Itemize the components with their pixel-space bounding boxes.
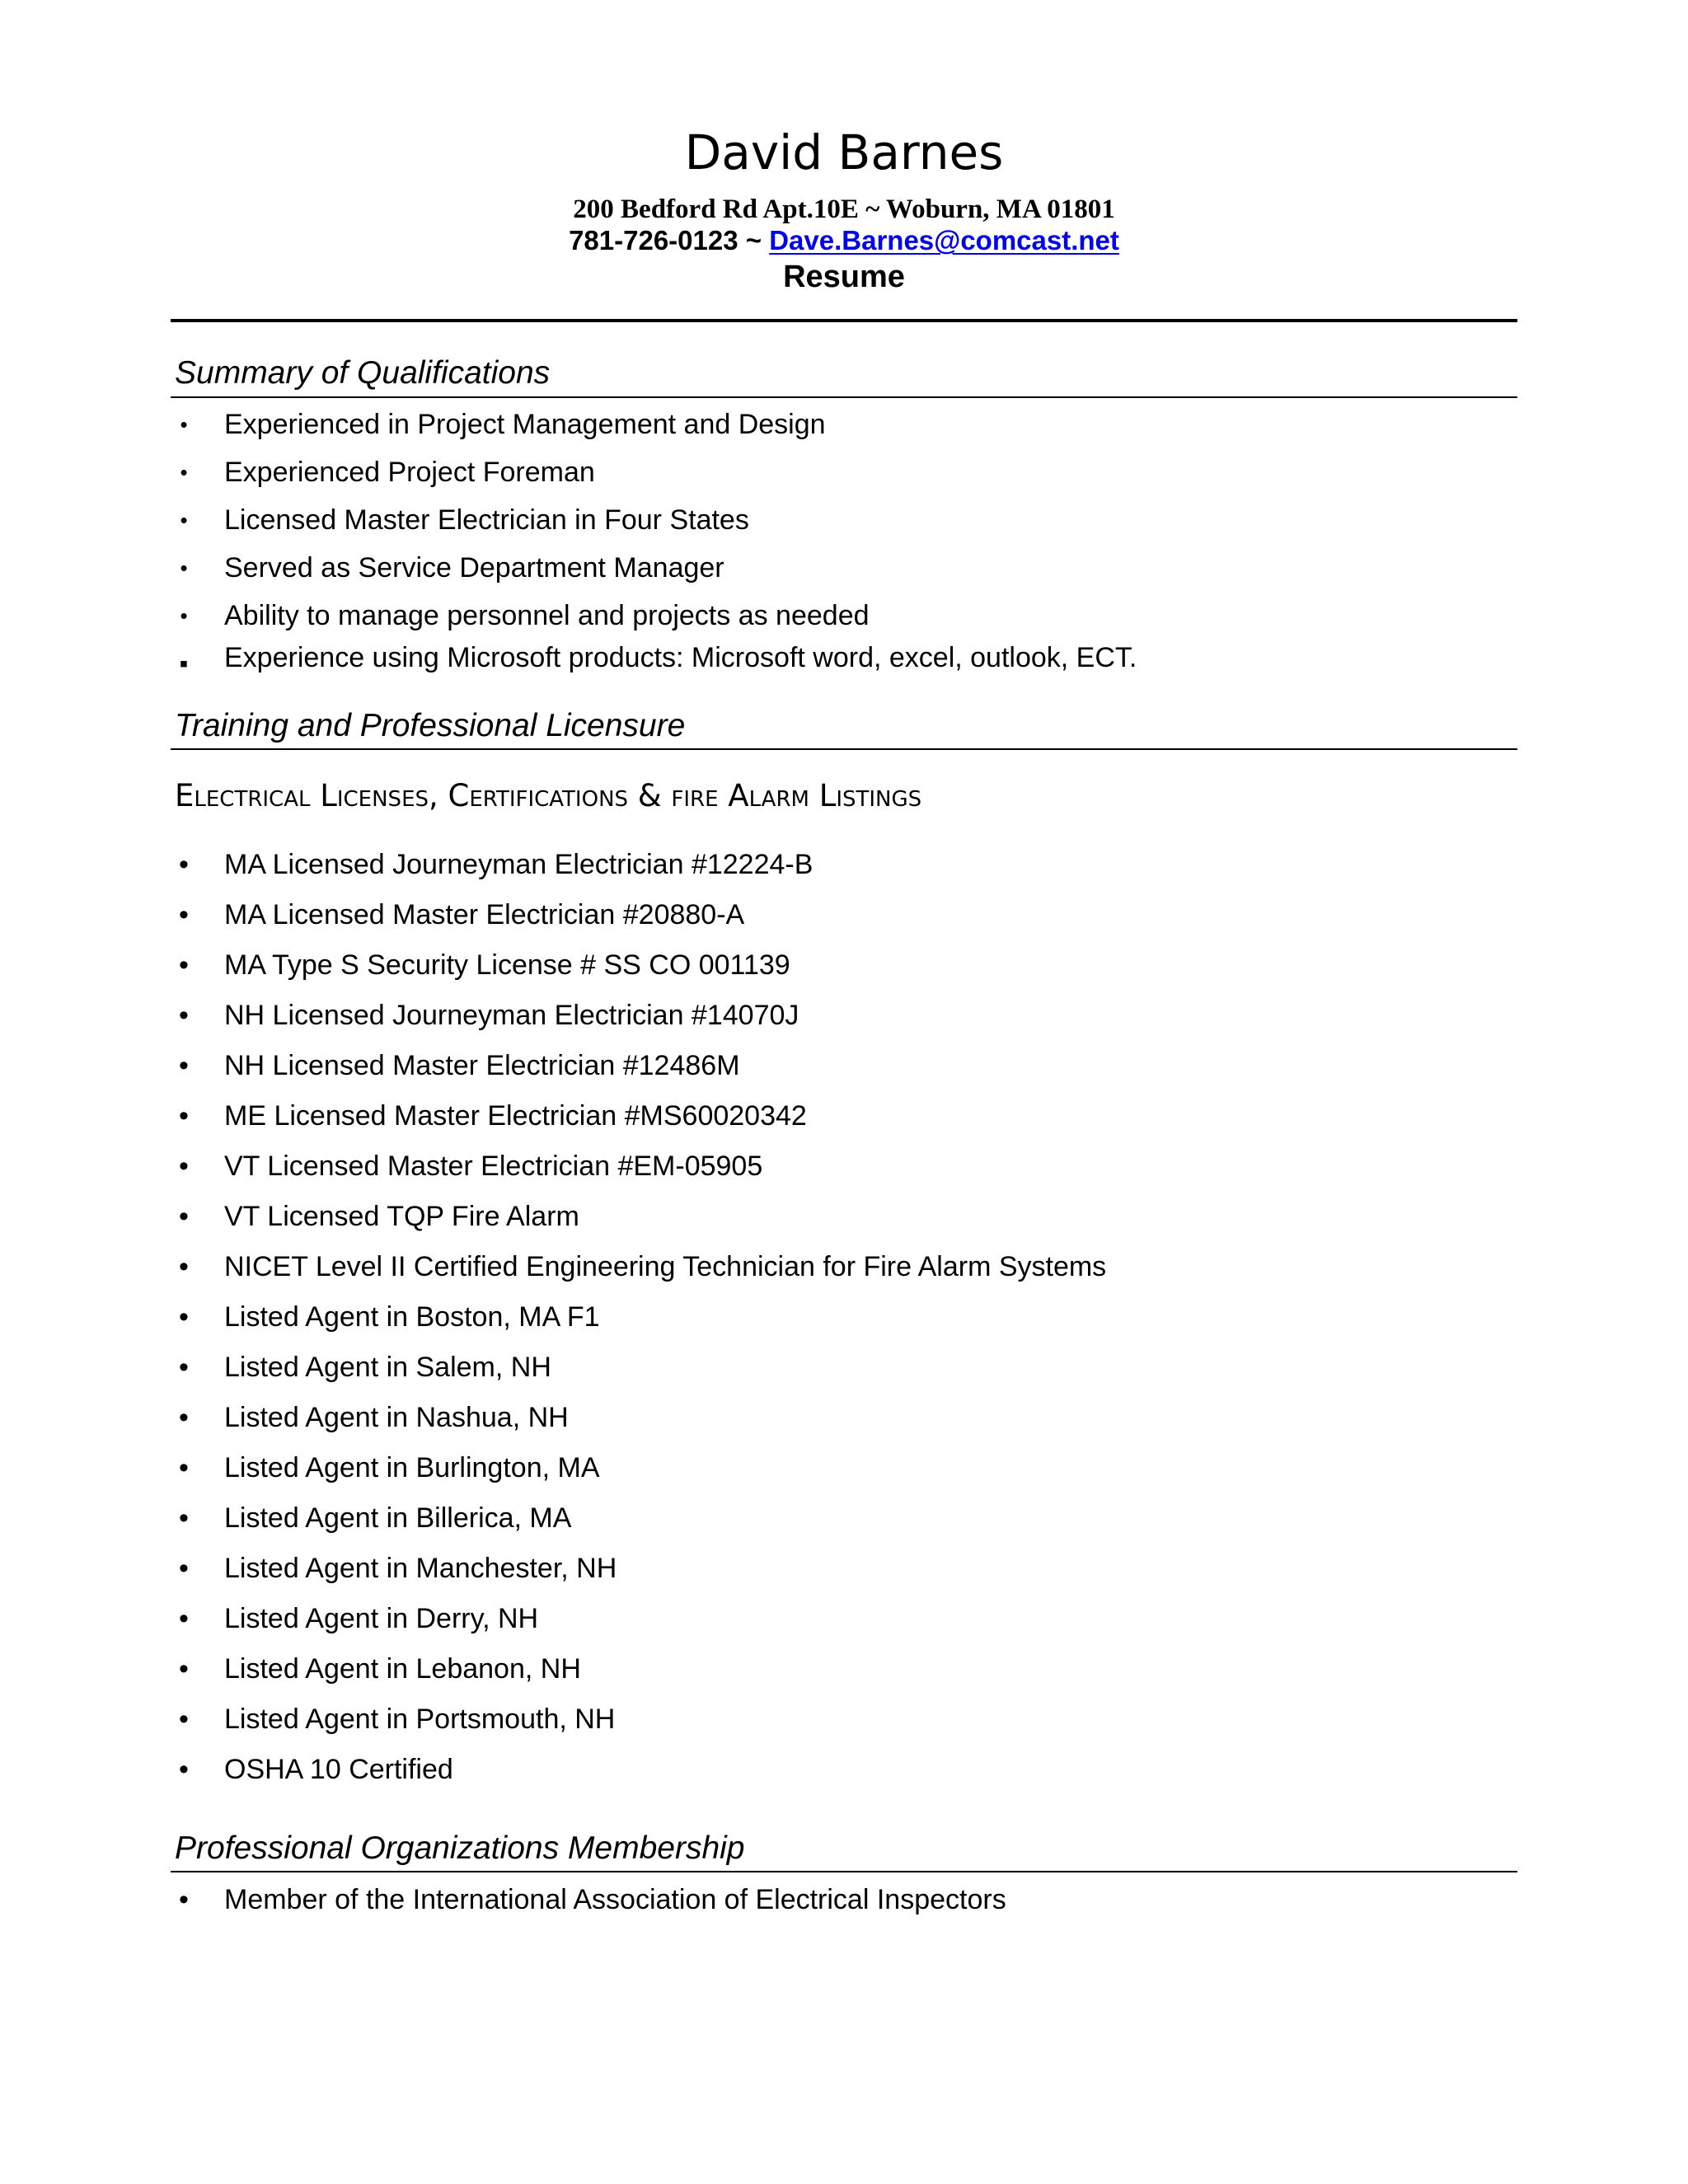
license-item	[0, 1500, 1401, 1536]
bullet-icon: •	[179, 1201, 189, 1232]
license-item	[0, 1047, 1401, 1084]
bullet-icon: •	[179, 899, 189, 930]
bullet-icon: •	[179, 1754, 189, 1785]
summary-item-text: Licensed Master Electrician in Four States	[224, 504, 749, 536]
summary-item	[0, 454, 1401, 490]
training-divider	[171, 748, 1517, 750]
bullet-icon: •	[179, 1553, 189, 1584]
bullet-icon: •	[179, 1000, 189, 1031]
summary-item-text: Experienced Project Foreman	[224, 457, 595, 488]
contact-line	[0, 224, 1688, 257]
bullet-icon: •	[179, 1502, 189, 1534]
license-item-text: VT Licensed Master Electrician #EM-05905	[224, 1151, 763, 1182]
license-item-text: Listed Agent in Boston, MA F1	[224, 1301, 600, 1333]
document-title: Resume	[783, 260, 905, 294]
license-item	[0, 1751, 1401, 1788]
summary-item	[0, 502, 1401, 538]
candidate-address: 200 Bedford Rd Apt.10E ~ Woburn, MA 01801	[573, 194, 1115, 224]
training-heading: Training and Professional Licensure	[175, 708, 686, 743]
organizations-divider	[171, 1871, 1517, 1872]
bullet-icon: •	[179, 1100, 189, 1132]
license-item	[0, 1148, 1401, 1184]
summary-item-text: Experience using Microsoft products: Microsoft word, excel, outlook, ECT.	[224, 642, 1137, 673]
license-item	[0, 1098, 1401, 1134]
bullet-icon: •	[179, 1352, 189, 1383]
bullet-icon: •	[180, 460, 188, 485]
bullet-icon: •	[179, 1151, 189, 1182]
summary-item-text: Ability to manage personnel and projects as needed	[224, 600, 870, 631]
license-item	[0, 997, 1401, 1033]
license-item-text: NH Licensed Journeyman Electrician #14070J	[224, 1000, 799, 1031]
square-bullet-icon: ▪	[179, 650, 189, 677]
bullet-icon: •	[179, 1603, 189, 1634]
license-item	[0, 1601, 1401, 1637]
bullet-icon: •	[179, 1402, 189, 1433]
license-item	[0, 1249, 1401, 1285]
bullet-icon: •	[179, 1884, 189, 1915]
bullet-icon: •	[179, 1050, 189, 1081]
license-item-text: Listed Agent in Salem, NH	[224, 1352, 551, 1383]
license-item-text: NICET Level II Certified Engineering Technician for Fire Alarm Systems	[224, 1251, 1107, 1282]
license-item	[0, 1701, 1401, 1737]
license-item	[0, 1550, 1401, 1586]
license-item	[0, 897, 1401, 933]
license-item-text: VT Licensed TQP Fire Alarm	[224, 1201, 579, 1232]
bullet-icon: •	[180, 412, 188, 437]
license-item	[0, 1450, 1401, 1486]
bullet-icon: •	[180, 555, 188, 580]
candidate-name: David Barnes	[684, 124, 1004, 180]
bullet-icon: •	[180, 508, 188, 532]
license-item-text: MA Type S Security License # SS CO 001139	[224, 949, 790, 981]
summary-divider	[171, 396, 1517, 398]
organization-item-text: Member of the International Association of Electrical Inspectors	[224, 1884, 1006, 1915]
bullet-icon: •	[179, 1653, 189, 1685]
bullet-icon: •	[179, 849, 189, 880]
license-item-text: Listed Agent in Nashua, NH	[224, 1402, 569, 1433]
license-item-text: Listed Agent in Billerica, MA	[224, 1502, 572, 1534]
license-item	[0, 1399, 1401, 1436]
license-item-text: Listed Agent in Manchester, NH	[224, 1553, 617, 1584]
bullet-icon: •	[180, 603, 188, 628]
license-item-text: MA Licensed Master Electrician #20880-A	[224, 899, 745, 930]
licenses-subheading: Electrical Licenses, Certifications & fire Alarm Listings	[175, 778, 922, 813]
header-divider	[171, 319, 1517, 322]
summary-item	[0, 640, 1401, 676]
summary-heading: Summary of Qualifications	[175, 355, 551, 391]
summary-item-text: Experienced in Project Management and Design	[224, 409, 826, 440]
license-item-text: Listed Agent in Lebanon, NH	[224, 1653, 581, 1685]
license-item-text: NH Licensed Master Electrician #12486M	[224, 1050, 740, 1081]
bullet-icon: •	[179, 1452, 189, 1483]
license-item	[0, 1299, 1401, 1335]
license-item-text: ME Licensed Master Electrician #MS60020342	[224, 1100, 807, 1132]
license-item-text: Listed Agent in Portsmouth, NH	[224, 1704, 616, 1735]
license-item	[0, 1651, 1401, 1687]
candidate-phone: 781-726-0123 ~	[569, 225, 770, 255]
bullet-icon: •	[179, 1301, 189, 1333]
summary-item-text: Served as Service Department Manager	[224, 552, 724, 583]
license-item-text: OSHA 10 Certified	[224, 1754, 453, 1785]
bullet-icon: •	[179, 1251, 189, 1282]
license-item-text: Listed Agent in Burlington, MA	[224, 1452, 600, 1483]
license-item-text: Listed Agent in Derry, NH	[224, 1603, 539, 1634]
license-item	[0, 947, 1401, 983]
organizations-heading: Professional Organizations Membership	[175, 1830, 745, 1866]
summary-item	[0, 598, 1401, 634]
summary-item	[0, 406, 1401, 443]
bullet-icon: •	[179, 1704, 189, 1735]
email-link[interactable]: Dave.Barnes@comcast.net	[769, 225, 1119, 255]
license-item	[0, 846, 1401, 883]
summary-item	[0, 550, 1401, 586]
organization-item	[0, 1882, 1401, 1918]
bullet-icon: •	[179, 949, 189, 981]
license-item	[0, 1198, 1401, 1235]
license-item-text: MA Licensed Journeyman Electrician #12224-B	[224, 849, 814, 880]
license-item	[0, 1349, 1401, 1385]
